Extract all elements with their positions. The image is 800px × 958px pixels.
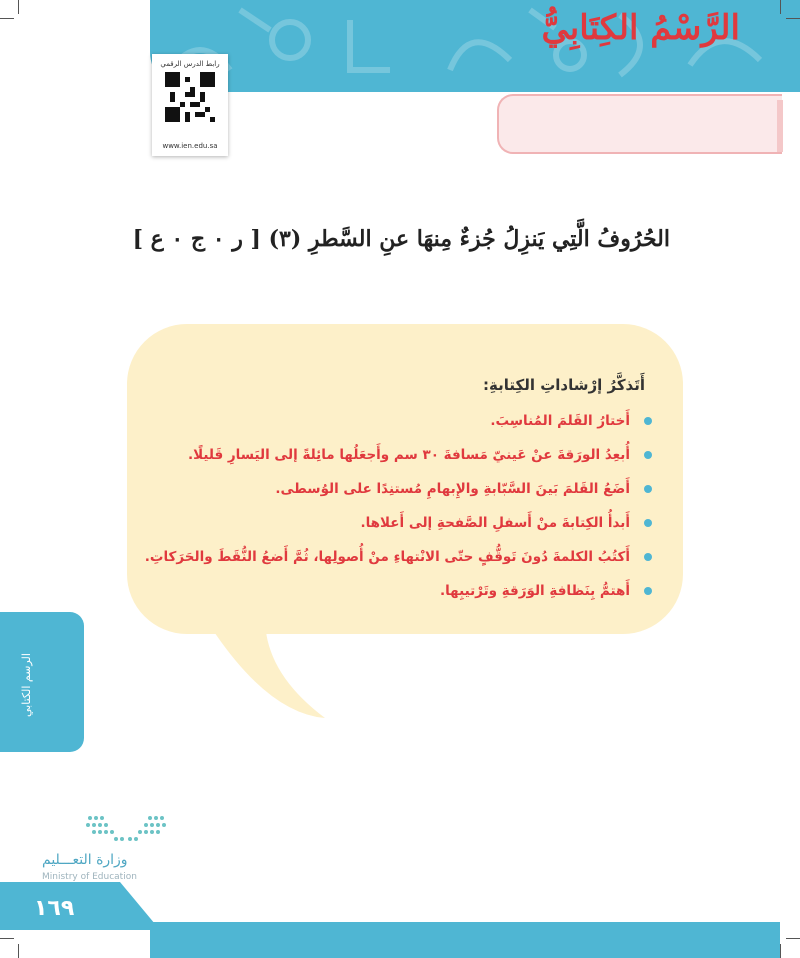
title-box-edge xyxy=(777,100,783,152)
guideline-text: أَضَعُ القَلمَ بَينَ السَّبّابةِ والإِبهامِ مُستنِدًا على الوُسطى. xyxy=(275,481,630,497)
bullet-icon xyxy=(644,553,652,561)
bullet-icon xyxy=(644,519,652,527)
qr-label: رابط الدرس الرقمي xyxy=(160,60,220,68)
crop-mark xyxy=(780,944,781,958)
list-item xyxy=(144,546,652,580)
crop-mark xyxy=(0,18,14,19)
crop-mark xyxy=(18,944,19,958)
ministry-name-english: Ministry of Education xyxy=(42,872,137,882)
list-item xyxy=(152,478,652,512)
list-item xyxy=(152,444,652,478)
guideline-text: أَكتُبُ الكلمةَ دُونَ تَوقُّفٍ حتّى الانْتهاءِ منْ أُصولِها، ثُمَّ أَضعُ النُّقَطَ والحَرَكاتِ. xyxy=(144,549,630,565)
section-title: الرَّسْمُ الكِتَابِيُّ xyxy=(541,8,740,48)
page-number: ١٦٩ xyxy=(34,896,75,921)
qr-code-icon xyxy=(165,72,215,122)
guideline-text: أَبدأُ الكِتابةَ منْ أَسفلِ الصَّفحةِ إلى أَعلاها. xyxy=(360,515,630,531)
guidelines-list xyxy=(144,410,652,614)
list-item xyxy=(152,410,652,444)
bullet-icon xyxy=(644,587,652,595)
list-item xyxy=(152,580,652,614)
ministry-name-arabic: وزارة التعـــليم xyxy=(42,852,128,868)
crop-mark xyxy=(780,0,781,14)
crop-mark xyxy=(786,18,800,19)
guideline-text: أُبعِدُ الورَقةَ عنْ عَينيّ مَسافةَ ٣٠ سم وأَجعَلُها مائِلةً إلى اليَسارِ قَليلًا. xyxy=(187,447,630,463)
qr-url[interactable]: www.ien.edu.sa xyxy=(162,142,218,150)
guideline-text: أَختارُ القَلمَ المُناسِبَ. xyxy=(490,413,630,429)
footer-band xyxy=(150,922,780,958)
ministry-logo-icon xyxy=(80,812,180,848)
crop-mark xyxy=(786,938,800,939)
guidelines-title: أَتَذكَّرُ إرْشاداتِ الكِتابةِ: xyxy=(483,376,645,394)
crop-mark xyxy=(18,0,19,14)
side-tab-label: الرسم الكتابي xyxy=(20,653,33,717)
list-item xyxy=(152,512,652,546)
bubble-tail xyxy=(195,618,335,718)
guideline-text: أَهتمُّ بِنَظافةِ الوَرَقةِ وتَرْتيبِها. xyxy=(439,583,630,599)
bullet-icon xyxy=(644,485,652,493)
qr-code-card[interactable] xyxy=(152,54,228,156)
lesson-heading: الحُرُوفُ الَّتِي يَنزِلُ جُزءٌ مِنهَا عنِ السَّطرِ (٣) [ ر ٠ ج ٠ ع ] xyxy=(132,226,670,252)
bullet-icon xyxy=(644,417,652,425)
bullet-icon xyxy=(644,451,652,459)
crop-mark xyxy=(0,938,14,939)
section-title-box xyxy=(497,94,782,154)
